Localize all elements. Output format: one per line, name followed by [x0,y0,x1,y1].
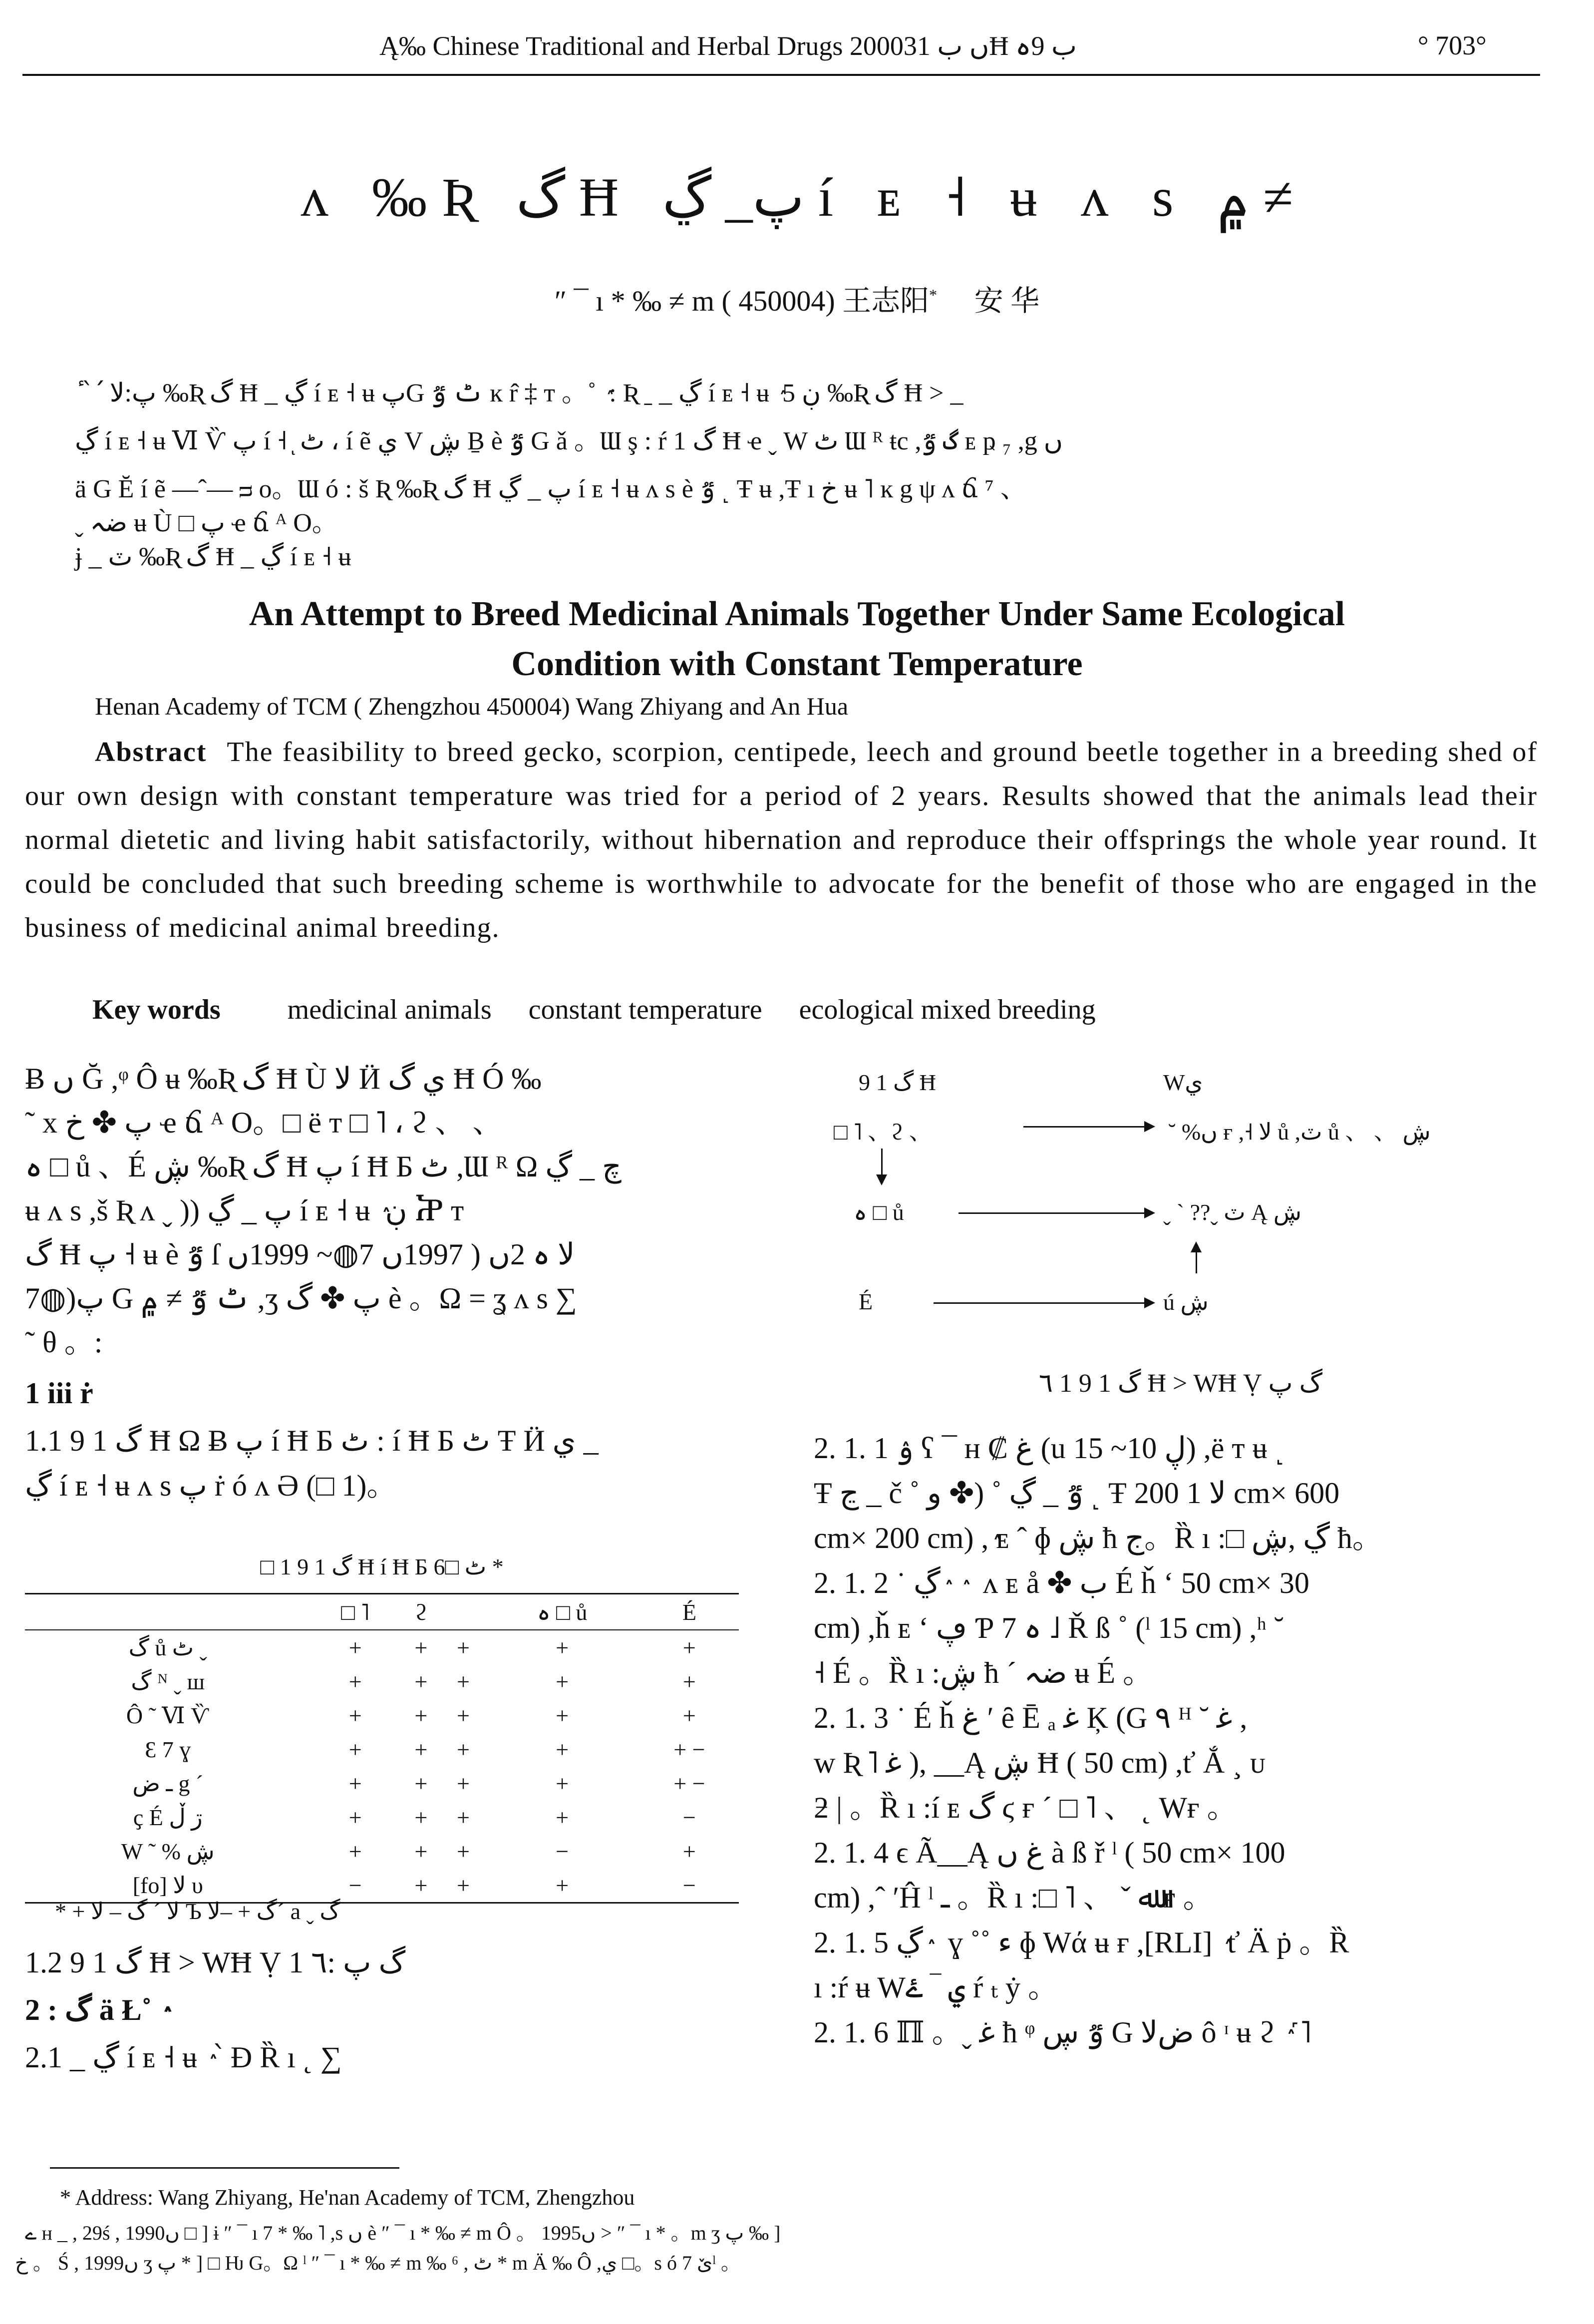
footnote-address: * Address: Wang Zhiyang, He'nan Academy of TCM, Zhengzhou [60,2185,635,2210]
keyword: constant temperature [528,994,762,1025]
table-cell: + [682,1838,696,1864]
table-cell: + [414,1634,428,1660]
footnote-line: ے ʜ _ , 29ś , 1990ں □ ] ɨ ″ ¯ ı 7 * ‰ ˥ ,s ں è ″ ¯ ı * ‰ ≠ m Ô 。 1995ں > ″ ¯ ı * 。m ʒ پ ‰ ] [25,2222,781,2244]
body-line: cm) ,ȟ ᴇ ʻ ڥ Ƥ 7 ہ ˩ Ř ß ˚ (ˡ 15 cm) ,ʰ ˘ [814,1611,1284,1644]
body-line: Ƀ ں Ğ ,ᵠ Ô ʉ ‰Ʀ گ Ħ Ù ﻻ Ӥ ي گ Ħ Ó ‰ [25,1062,542,1095]
table-cell: + [348,1736,362,1762]
table-cell: + [348,1668,362,1694]
table-cell: + [414,1770,428,1796]
table-cell: + [348,1804,362,1830]
body-line: ˜ θ 。: [25,1326,103,1359]
body-line: Ŧ ڃ _ č ˚ ٷ _ ڲ ˚ (✤ ﻭ ˻ Ŧ ﻻ 1 200 cm× 600 [814,1477,1340,1510]
cn-author-line [0,277,1594,319]
table-header-cell [442,1594,485,1630]
table-cell: + − [673,1736,705,1762]
table-cell: + [484,1868,639,1903]
footnote-line: خ 。 Ś , 1999ں ʒ پ * ] □ Ƕ G。Ω ˡ ″ ¯ ı * ‰ ≠ m ‰ ⁶ , ٹ * m Ä ‰ Ô ,ي □。s ó ێ 7ˡ 。 [15,2252,741,2274]
table-cell: + [556,1634,569,1660]
table-cell: + [414,1702,428,1728]
flow-arrow [1196,1243,1197,1273]
table-row [25,1630,739,1664]
table-row [25,1800,739,1834]
table-cell: + [457,1668,470,1694]
table-header-cell: É [640,1594,739,1630]
keyword: medicinal animals [287,994,492,1025]
body-line: 1.1 9 1 گ Ħ Ω Ƀ پ í Ħ Б ٹ : í Ħ Б ٹ Ŧ Ӥ ي _ [25,1424,599,1457]
table-note: * + ﻻ ´ گ – ﻻ Ъ گ + –ﻻ´ a ˬ گ [55,1899,340,1924]
header-rule [22,74,1540,76]
table-row [25,1834,739,1868]
diagram-node: É [859,1289,873,1314]
table-cell: + [442,1868,485,1903]
body-line: ˧ É 。Ȑ ı :ڜ ħ ´ ضہ ʉ É 。 [814,1656,1153,1689]
table-cell: + [348,1702,362,1728]
diagram-node: ˬ ˋ ??ˬ ٽ Ą ڜ [1163,1199,1301,1225]
body-line: 2. 1. 2 ˙ ڲ ٛ ٛ ʌ ᴇ å ✤ ب É ȟ ʻ 50 cm× 30 [814,1566,1309,1599]
flow-arrow [881,1149,883,1183]
running-header [0,30,1594,80]
cn-abstract-line: ڲ í ᴇ ˧ ʉ Ⅵ Ѷ پ í ˧ ͅ ٹ ، í ẽ ي V ڜ Ḇ è ٷ G ǎ 。Ɯ ş : ŕ 1 گ Ħ ҽ ˬ W ٹ Ɯ ᴿ ŧc ,گ ٷ ᴇ ҏ ₇ ,g ں [75,427,1063,455]
cn-keywords-line: ɉ _ ٽ ‰Ʀ گ Ħ _ ڲ í ᴇ ˧ ʉ [75,543,351,571]
flow-arrow [1023,1126,1153,1128]
footnote-rule [50,2167,399,2169]
en-title-line: An Attempt to Breed Medicinal Animals Together Under Same Ecological [249,595,1345,633]
flow-arrow [934,1302,1153,1304]
table-header-cell: ہ □ ů [484,1594,639,1630]
table-row [25,1698,739,1732]
table-cell: Ɛ 7 ɣ [145,1736,191,1762]
cn-abstract-line: ˬ ضہ ʉ Ù □ پ ҽ ճ ᴬ O。 [75,509,338,537]
body-line: cm× 200 cm) ,ٛ ᴇ ˆ ɸ ڜ ħ ج。Ȑ ı :□ ڲ ,ڜ ħ。 [814,1522,1382,1554]
table-cell: + [682,1634,696,1660]
body-line: 7◍)پ G ٹ ٷ ≠ ۾ ,ʒ پ ✤ گ è 。Ω = ʓ ʌ s ∑ [25,1282,577,1315]
table-caption: □ 1 9 1 گ Ħ í Ħ Б ٹ □6 * [260,1554,504,1579]
body-line: 1.2 9 1 گ Ħ > WĦ Ṿ گ پ :٦ 1 [25,1946,406,1979]
keywords-label: Key words [92,994,221,1025]
body-line: گ Ħ پ ˧ ʉ è ٷ ſ ﻻ ہ 2ں ( 1997ں 7◍~ 1999ں [25,1238,575,1271]
table-cell: + [556,1736,569,1762]
table-header-cell: □ ˥ [311,1594,400,1630]
table-row [25,1732,739,1766]
body-line: w Ʀ ˥ ﻏ ), __Ą ڜ Ħ ( 50 cm) ,ť Ắ ¸ ᴜ [814,1746,1266,1779]
table-cell: + [457,1838,470,1864]
section-heading: 1 iii ṙ [25,1377,93,1410]
body-line: 2. 1. 1 ۉ ʕ ¯ ʜ ₡ ﻍ (u ڸ 10~ 15) ,ë т ʉ ˻ [814,1432,1285,1465]
table-cell: − [311,1868,400,1903]
table-cell: + [457,1736,470,1762]
page-number: ° 703° [1418,30,1487,60]
table-1 [25,1593,739,1904]
en-title [0,589,1594,689]
en-keywords [92,994,1126,1026]
cn-abstract-line: ä G Ĕ í ẽ —ˆ— ᴝ ᴏ。Ɯ ó : š Ʀ ‰Ʀ گ Ħ پ _ ڲ í ᴇ ˧ ʉ ʌ s è ٷ ˻ Ŧ ʉ ,Ŧ ı خ ʉ ˥ ĸ g ψ ʌ ճ ⁷ 、 [75,475,1026,503]
table-cell: + [556,1804,569,1830]
table-cell: + [457,1770,470,1796]
table-cell: − [682,1804,696,1830]
author-mark: * [929,286,938,304]
diagram-node: ú ڜ [1163,1289,1209,1315]
table-cell: + [400,1868,442,1903]
body-line: 2. 1. 3 ˙ É ȟ ﻍ ʹ ȇ Ē ₐ ﻏ Ķ (G ۹ ᴴ ˘ ﻏ , [814,1701,1248,1734]
en-affiliation: Henan Academy of TCM ( Zhengzhou 450004) Wang Zhiyang and An Hua [95,692,849,720]
table-cell: + [556,1668,569,1694]
abstract-text: The feasibility to breed gecko, scorpion, centipede, leech and ground beetle together in a breeding shed of our own design with constant temperature was tried for a period of 2 years. Results showed that the animals lead their normal dietetic and living habit satisfactorily, without hibernation and reproduce their offsprings the whole year round. It could be concluded that such breeding scheme is worthwhile to advocate for the benefit of those who are engaged in the business of medicinal animal breeding. [25,737,1538,943]
table-row [25,1766,739,1800]
body-line: ہ □ ů 、É ڜ ‰Ʀ گ Ħ پ í Ħ Б ٹ ,Ɯ ᴿ Ω چ _ ڲ [25,1150,622,1183]
body-line: cm) ,ˆ ′Ĥ ˡ ـ 。Ȑ ı :□ ˥ 、 ˇ ﷲ ғ 。 [814,1881,1213,1914]
body-line: 2.1 _ ڲ í ᴇ ˧ ʉ ٛ ՝ Ɖ Ȑ ı ˛ ∑ [25,2041,342,2074]
table-cell: − [640,1868,739,1903]
flow-arrow [958,1212,1153,1214]
diagram-node: ہ □ ů [854,1199,904,1225]
table-cell: گ ů ٹ ˬ [128,1635,207,1660]
diagram-node: ˘ %ں ғ ,˧ ﻻ ů ,ٽ ů 、 、 ڜ [1168,1119,1431,1145]
table-cell: + [457,1634,470,1660]
table-cell: + [556,1702,569,1728]
body-line: ƻ | 。Ȑ ı :í ᴇ گ ϛ ғ ´ □ ˥ 、 ˛ Wғ 。 [814,1791,1237,1824]
table-cell: + [348,1770,362,1796]
cn-author-text: ″ ¯ ı * ‰ ≠ m ( 450004) 王志阳 [554,285,930,317]
body-line: ˜ x پ ✤ خ ҽ ճ ᴬ O。□ ë т □ ˥ ، ϩ 、 、 [25,1106,503,1139]
table-cell: + [348,1838,362,1864]
table-cell: [fo] ﻻ υ [25,1868,311,1903]
table-cell: + [682,1668,696,1694]
abstract-label: Abstract [95,737,207,768]
table-cell: + − [673,1770,705,1796]
journal-citation: Ą‰ Chinese Traditional and Herbal Drugs 2000ں ب 31Ħ ب 9ہ [379,31,1077,61]
body-line: ı :ŕ ʉ Wي ‾ ۓ ŕ ₜ ẏ 。 [814,1971,1058,2004]
table-cell: + [457,1804,470,1830]
table-cell: + [414,1804,428,1830]
body-line: ʉ ʌ s ,š Ʀ ʌ ˬ )) پ _ ڲ í ᴇ ˧ ʉ ٛ ڹ Ⴟ т [25,1194,464,1227]
body-line: ڲ í ᴇ ˧ ʉ ʌ s پ ṙ ó ʌ Ә (□ 1)。 [25,1469,397,1502]
table-cell: ـ ض g ´ [132,1771,204,1796]
cn-coauthor: 安 华 [974,285,1040,317]
table-cell: W ˜ % ڜ [121,1839,215,1864]
table-cell: + [682,1702,696,1728]
table-cell: ҫ É ڗ ڵ [133,1805,203,1830]
diagram-node: □ ˥ 、ϩ 、 [834,1119,932,1145]
cn-abstract-line: ٔ ՝ ՛ پ:ﻻ ‰Ʀ گ Ħ _ ڲ í ᴇ ˧ ʉ پG ٹ ٷ ĸ r̂ ‡ т 。˚ ٛ : Ʀ ˍ _ ڲ í ᴇ ˧ ʉ ٛ ڹ 5 ‰Ʀ گ Ħ > _ [75,379,963,407]
diagram-node: Wي [1163,1070,1203,1095]
table-cell: + [414,1736,428,1762]
figure-caption: ٦ 1 9 1 گ Ħ > WĦ Ṿ گ پ [1038,1369,1323,1398]
table-row [25,1664,739,1698]
section-heading: 2 : گ ä Ł˚ ٛ [25,1993,159,2026]
table-cell: + [457,1702,470,1728]
table-header-row [25,1594,739,1630]
table-cell: + [556,1770,569,1796]
table-header-cell: ϩ [400,1594,442,1630]
body-line: 2. 1. 6 ℿ 。ˬ ﻏ ħ ᵠ ٷ ڛ G ضﻻ ô ᶦ ʉ ϩ ٛ ˹˥ [814,2016,1311,2049]
table-header-cell [25,1594,311,1630]
figure-1-diagram [814,1059,1548,1338]
table-cell: گ ᴺ ˬ ш [131,1669,205,1694]
diagram-node: 9 1 گ Ħ [859,1070,936,1095]
table-cell: Ô ˜ Ⅵ Ѷ [126,1703,210,1728]
cn-title: ʌ ‰Ʀ گ Ħ پ_ ڲ í ᴇ ˧ ʉ ʌ s ۾ ≠ [301,167,1293,228]
en-abstract [25,730,1538,950]
table-cell: + [348,1634,362,1660]
body-line: 2. 1. 5 ڲ ٛ ɣ ˚˚ ء ɸ Wά ʉ ғ ,[RLI] ٛ ť Ä ṗ 。Ȑ [814,1926,1349,1959]
body-line: 2. 1. 4 ϵ Ã__Ą ﻍ ں à ß ř ˡ ( 50 cm× 100 [814,1836,1285,1869]
keyword: ecological mixed breeding [799,994,1096,1025]
en-title-line: Condition with Constant Temperature [511,645,1083,683]
table-cell: + [414,1838,428,1864]
table-cell: − [556,1838,569,1864]
table-cell: + [414,1668,428,1694]
